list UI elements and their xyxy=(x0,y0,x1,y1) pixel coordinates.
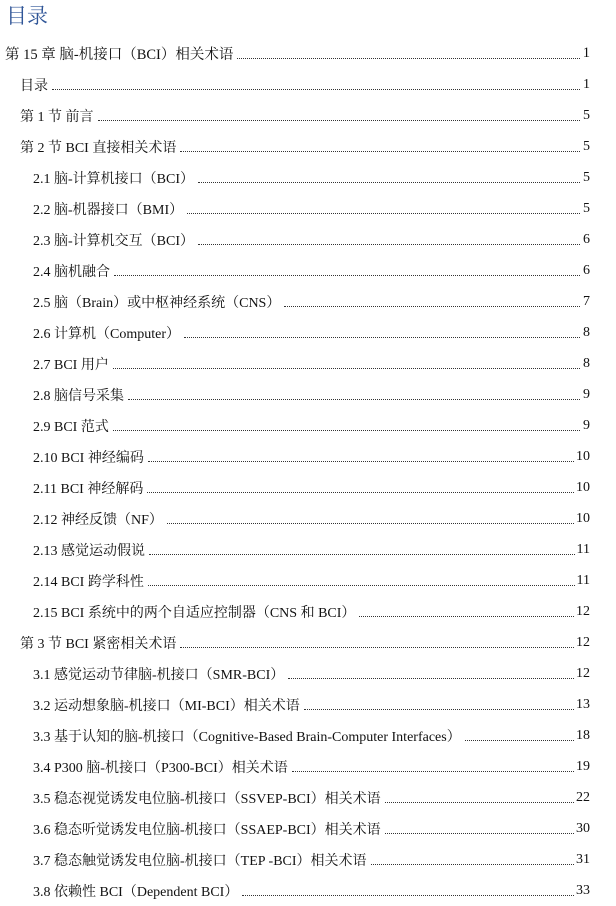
toc-entry-page-number: 8 xyxy=(583,324,590,340)
toc-entry-page-number: 7 xyxy=(583,293,590,309)
toc-entry-page-number: 5 xyxy=(583,138,590,154)
toc-entry[interactable] xyxy=(0,317,616,348)
toc-entry-page-number: 12 xyxy=(576,603,590,619)
dot-leader xyxy=(371,863,574,865)
toc-entry[interactable] xyxy=(0,472,616,503)
toc-entry-label: 3.2 运动想象脑-机接口（MI-BCI）相关术语 xyxy=(33,698,300,714)
toc-entry-label: 2.14 BCI 跨学科性 xyxy=(33,574,144,590)
toc-entry-page-number: 1 xyxy=(582,45,590,61)
toc-entry[interactable] xyxy=(0,844,616,875)
dot-leader xyxy=(180,646,574,648)
dot-leader xyxy=(359,615,574,617)
toc-entry-label: 目录 xyxy=(20,78,48,94)
dot-leader xyxy=(113,367,580,369)
toc-entry-page-number: 6 xyxy=(583,231,590,247)
toc-entry-page-number: 11 xyxy=(576,572,590,588)
dot-leader xyxy=(187,212,580,214)
toc-entry-label: 3.7 稳态触觉诱发电位脑-机接口（TEP -BCI）相关术语 xyxy=(33,853,367,869)
toc-entry[interactable] xyxy=(0,410,616,441)
toc-entry[interactable] xyxy=(0,813,616,844)
toc-entry[interactable] xyxy=(0,689,616,720)
toc-entry-label: 3.4 P300 脑-机接口（P300-BCI）相关术语 xyxy=(33,760,288,776)
dot-leader xyxy=(385,801,574,803)
toc-entry[interactable] xyxy=(0,162,616,193)
toc-entry-label: 2.4 脑机融合 xyxy=(33,264,110,280)
toc-entry[interactable] xyxy=(0,565,616,596)
toc-entry-label: 3.6 稳态听觉诱发电位脑-机接口（SSAEP-BCI）相关术语 xyxy=(33,822,381,838)
toc-entry[interactable] xyxy=(0,720,616,751)
toc-entry[interactable] xyxy=(0,131,616,162)
dot-leader xyxy=(288,677,574,679)
dot-leader xyxy=(385,832,574,834)
toc-entry-label: 第 1 节 前言 xyxy=(20,109,94,125)
dot-leader xyxy=(98,119,581,121)
toc-entry-label: 2.8 脑信号采集 xyxy=(33,388,124,404)
toc-entry[interactable] xyxy=(0,658,616,689)
toc-entry-page-number: 33 xyxy=(576,882,590,898)
toc-entry-page-number: 9 xyxy=(583,386,590,402)
toc-entry-label: 3.5 稳态视觉诱发电位脑-机接口（SSVEP-BCI）相关术语 xyxy=(33,791,381,807)
toc-entry-page-number: 8 xyxy=(583,355,590,371)
dot-leader xyxy=(128,398,580,400)
toc-entry-page-number: 5 xyxy=(583,169,590,185)
toc-entry-label: 2.9 BCI 范式 xyxy=(33,419,109,435)
toc-entry-page-number: 22 xyxy=(576,789,590,805)
toc-entry[interactable] xyxy=(0,224,616,255)
dot-leader xyxy=(147,491,574,493)
toc-entry-page-number: 19 xyxy=(576,758,590,774)
toc-entry-label: 2.11 BCI 神经解码 xyxy=(33,481,144,497)
toc-entry[interactable] xyxy=(0,69,616,100)
toc-entry-label: 2.1 脑-计算机接口（BCI） xyxy=(33,171,194,187)
toc-entry-page-number: 18 xyxy=(576,727,590,743)
toc-entry-label: 2.6 计算机（Computer） xyxy=(33,326,180,342)
toc-entry-page-number: 11 xyxy=(576,541,590,557)
toc-entry-label: 第 15 章 脑-机接口（BCI）相关术语 xyxy=(5,47,234,63)
toc-entry[interactable] xyxy=(0,255,616,286)
toc-entry[interactable] xyxy=(0,100,616,131)
dot-leader xyxy=(284,305,580,307)
toc-entry[interactable] xyxy=(0,627,616,658)
dot-leader xyxy=(237,57,580,59)
toc-entry[interactable] xyxy=(0,193,616,224)
toc-entry-page-number: 9 xyxy=(583,417,590,433)
toc-entry-label: 第 2 节 BCI 直接相关术语 xyxy=(20,140,177,156)
toc-entry-label: 2.12 神经反馈（NF） xyxy=(33,512,163,528)
dot-leader xyxy=(198,243,580,245)
toc-entry[interactable] xyxy=(0,286,616,317)
toc-entry[interactable] xyxy=(0,441,616,472)
dot-leader xyxy=(149,553,575,555)
dot-leader xyxy=(180,150,580,152)
toc-entry-page-number: 10 xyxy=(576,479,590,495)
toc-entry[interactable] xyxy=(0,348,616,379)
dot-leader xyxy=(167,522,574,524)
dot-leader xyxy=(148,584,575,586)
dot-leader xyxy=(114,274,580,276)
toc-entry-page-number: 6 xyxy=(583,262,590,278)
toc-entry-page-number: 12 xyxy=(576,665,590,681)
table-of-contents xyxy=(0,38,616,906)
toc-entry-page-number: 5 xyxy=(583,107,590,123)
dot-leader xyxy=(113,429,580,431)
toc-entry-label: 2.15 BCI 系统中的两个自适应控制器（CNS 和 BCI） xyxy=(33,605,356,621)
toc-entry-label: 3.3 基于认知的脑-机接口（Cognitive-Based Brain-Computer Interfaces） xyxy=(33,729,461,745)
toc-entry-label: 第 3 节 BCI 紧密相关术语 xyxy=(20,636,177,652)
dot-leader xyxy=(465,739,574,741)
dot-leader xyxy=(52,88,580,90)
toc-entry-page-number: 30 xyxy=(576,820,590,836)
toc-entry[interactable] xyxy=(0,503,616,534)
dot-leader xyxy=(198,181,580,183)
toc-entry-page-number: 1 xyxy=(583,76,590,92)
toc-entry[interactable] xyxy=(0,534,616,565)
toc-entry-page-number: 10 xyxy=(576,448,590,464)
toc-entry-page-number: 5 xyxy=(583,200,590,216)
toc-entry-page-number: 12 xyxy=(576,634,590,650)
toc-entry-page-number: 13 xyxy=(576,696,590,712)
toc-entry[interactable] xyxy=(0,751,616,782)
toc-entry-label: 2.10 BCI 神经编码 xyxy=(33,450,144,466)
dot-leader xyxy=(184,336,580,338)
toc-entry-label: 3.8 依赖性 BCI（Dependent BCI） xyxy=(33,884,239,900)
toc-entry-label: 2.13 感觉运动假说 xyxy=(33,543,145,559)
dot-leader xyxy=(148,460,574,462)
toc-entry[interactable] xyxy=(0,38,616,69)
toc-entry[interactable] xyxy=(0,782,616,813)
toc-entry-label: 2.2 脑-机器接口（BMI） xyxy=(33,202,184,218)
toc-entry[interactable] xyxy=(0,875,616,906)
toc-entry-page-number: 31 xyxy=(576,851,590,867)
toc-entry-label: 2.7 BCI 用户 xyxy=(33,357,109,373)
toc-entry-label: 2.5 脑（Brain）或中枢神经系统（CNS） xyxy=(33,295,281,311)
toc-entry[interactable] xyxy=(0,379,616,410)
toc-entry-label: 3.1 感觉运动节律脑-机接口（SMR-BCI） xyxy=(33,667,285,683)
toc-entry-label: 2.3 脑-计算机交互（BCI） xyxy=(33,233,194,249)
dot-leader xyxy=(292,770,574,772)
page-title: 目录 xyxy=(6,4,48,28)
dot-leader xyxy=(242,894,574,896)
dot-leader xyxy=(304,708,574,710)
toc-entry-page-number: 10 xyxy=(576,510,590,526)
toc-entry[interactable] xyxy=(0,596,616,627)
